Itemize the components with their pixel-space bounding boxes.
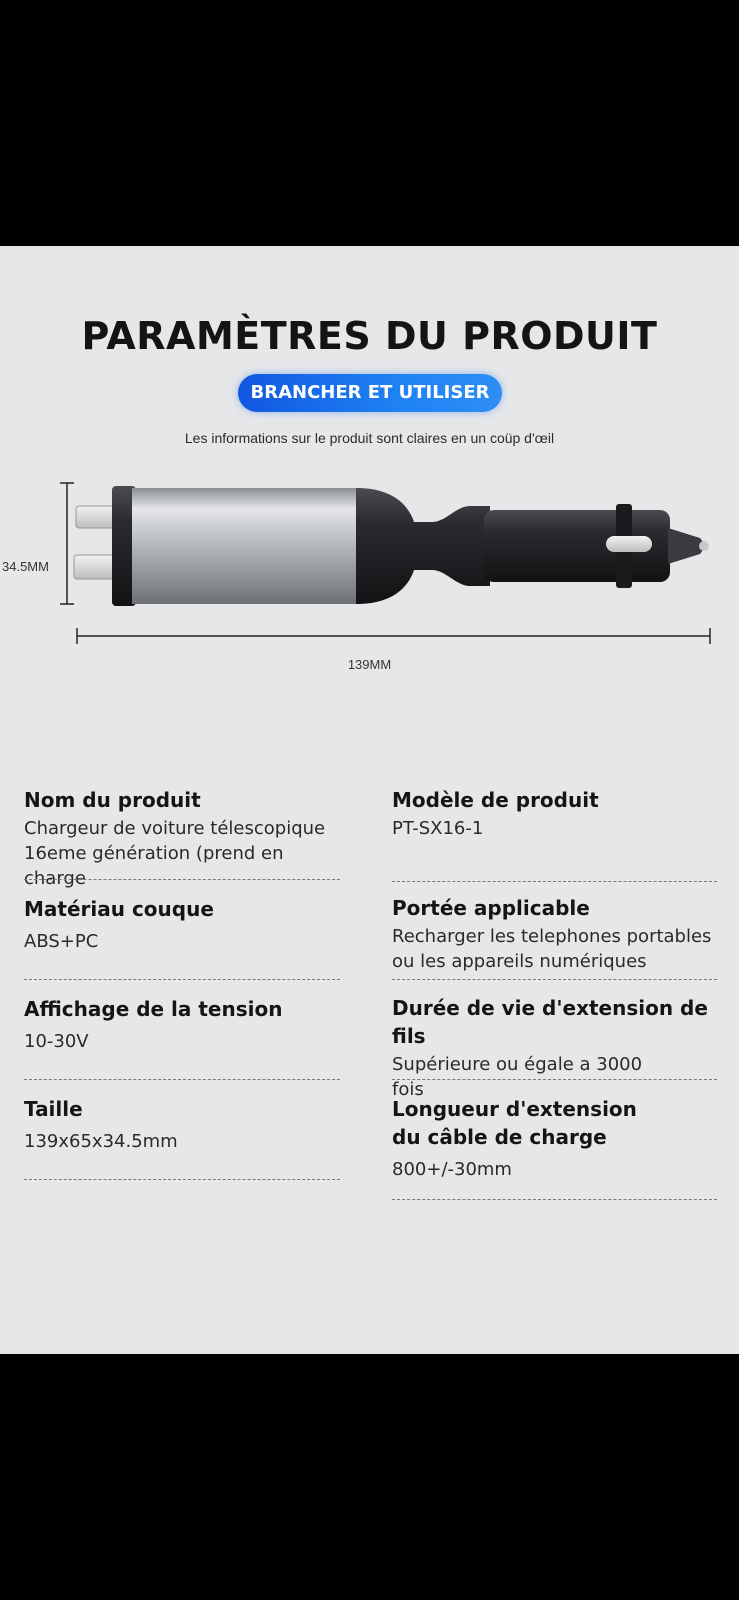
usb-c-connector-icon [76,506,116,528]
spec-label: Portée applicable [392,896,590,920]
divider [392,881,717,882]
spec-cable-lifespan [392,994,717,1102]
spec-cable-extension-length [392,1095,717,1182]
spec-value: PT-SX16-1 [392,818,484,839]
spec-applicable-range [392,894,717,974]
spec-shell-material [24,895,340,954]
car-charger-illustration [0,476,739,676]
spec-value: 10-30V [24,1031,89,1052]
divider [392,1079,717,1080]
spec-size [24,1095,340,1154]
spec-model [392,786,717,841]
divider [24,979,340,980]
spec-label: Longueur d'extension du câble de charge [392,1097,637,1149]
divider [24,879,340,880]
product-parameters-panel [0,246,739,1354]
spec-value: Supérieure ou égale a 3000 fois [392,1054,643,1100]
width-dimension-label: 139MM [347,657,392,672]
charger-neck [356,488,490,604]
spec-label: Nom du produit [24,788,201,812]
spec-value: Recharger les telephones portables ou les appareils numériques [392,926,712,972]
spec-label: Modèle de produit [392,788,599,812]
spec-product-name [24,786,340,891]
spec-label: Matériau couque [24,897,214,921]
page-title: PARAMÈTRES DU PRODUIT [81,314,658,358]
spec-label: Taille [24,1097,83,1121]
spec-value: 139x65x34.5mm [24,1131,178,1152]
spec-voltage [24,995,340,1054]
height-dimension-line [60,483,74,604]
spring-contact-icon [606,536,652,552]
silver-body [132,488,358,604]
height-dimension-label: 34.5MM [2,559,49,574]
spec-value: Chargeur de voiture télescopique 16eme génération (prend en charge [24,818,326,889]
width-dimension-line [77,628,710,644]
lightning-connector-icon [74,555,116,579]
subtitle: Les informations sur le produit sont claires en un coüp d'œil [184,430,555,446]
spec-label: Affichage de la tension [24,997,283,1021]
spec-value: 800+/-30mm [392,1159,512,1180]
plug-and-play-badge: BRANCHER ET UTILISER [238,374,502,412]
divider [392,1199,717,1200]
divider [24,1079,340,1080]
divider [392,979,717,980]
spec-label: Durée de vie d'extension de fils [392,996,708,1048]
spec-value: ABS+PC [24,931,99,952]
divider [24,1179,340,1180]
